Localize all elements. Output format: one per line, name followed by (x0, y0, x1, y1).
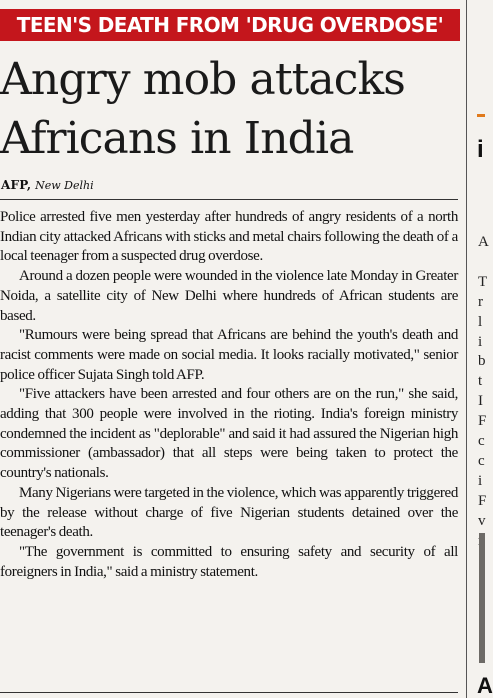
column-gutter-rule (466, 0, 467, 698)
adjacent-column (470, 0, 493, 698)
adjacent-accent-bar (477, 114, 485, 117)
adjacent-text-fragment: A T r l i b t I F c c i F v (478, 234, 489, 529)
adjacent-headline-fragment: i (477, 136, 484, 163)
article-body (0, 208, 458, 582)
headline (0, 50, 460, 168)
byline-divider (0, 199, 458, 200)
kicker-banner: TEEN'S DEATH FROM 'DRUG OVERDOSE' (0, 9, 460, 41)
paragraph-3: "Rumours were being spread that Africans are behind the youth's death and racist comments were made on social media. It looks racially motivated," senior police officer Sujata Singh told AFP. (0, 327, 458, 383)
headline-line-2: Africans in India (0, 113, 354, 164)
byline (1, 176, 94, 195)
paragraph-1: Police arrested five men yesterday after hundreds of angry residents of a north Indian city attacked Africans with sticks and metal chairs following the death of a local teenager from a suspected drug overdose. (0, 209, 458, 265)
paragraph-4: "Five attackers have been arrested and four others are on the run," she said, adding that 300 people were involved in the rioting. India's foreign ministry condemned the incident as "deplorable" and said it had assured the Nigerian high commissioner (ambassador) that all steps were being taken to protect the country's nationals. (0, 386, 458, 482)
adjacent-bottom-fragment: A (477, 673, 493, 698)
paragraph-5: Many Nigerians were targeted in the violence, which was apparently triggered by the release without charge of five Nigerian students detained over the teenager's death. (0, 484, 458, 541)
adjacent-photo (479, 533, 485, 663)
paragraph-2: Around a dozen people were wounded in the violence late Monday in Greater Noida, a satellite city of New Delhi where hundreds of African students are based. (0, 268, 458, 324)
headline-line-1: Angry mob attacks (0, 54, 405, 105)
bottom-divider (0, 692, 458, 693)
paragraph-6: "The government is committed to ensuring safety and security of all foreigners in India," said a ministry statement. (0, 543, 458, 580)
byline-agency: AFP, (1, 178, 32, 192)
byline-place: New Delhi (35, 179, 94, 192)
